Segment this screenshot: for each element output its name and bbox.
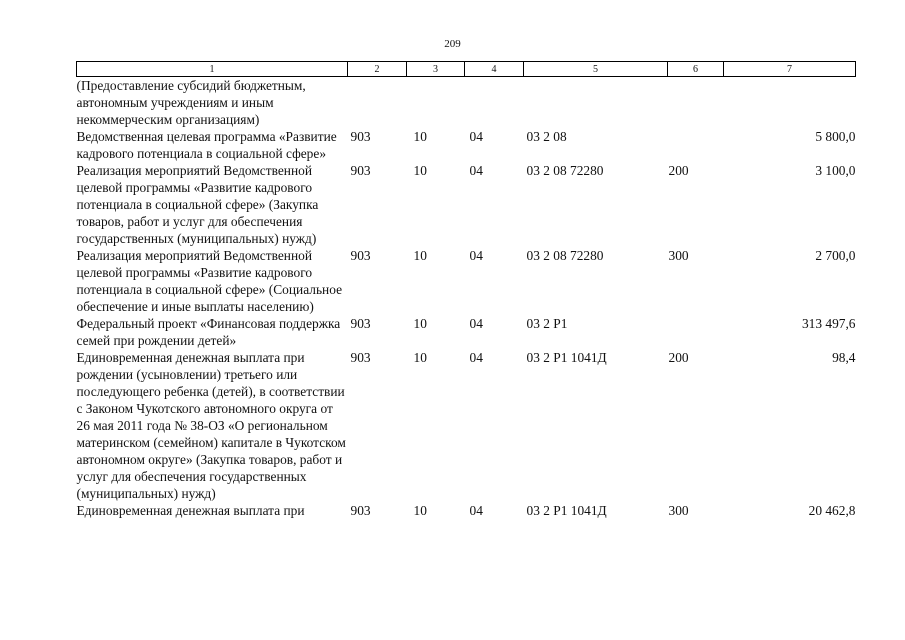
row-subsection-code: 04 xyxy=(469,316,483,331)
row-ministry-code: 903 xyxy=(350,163,371,178)
table-row xyxy=(77,349,856,502)
header-cell-1: 1 xyxy=(77,62,348,77)
row-name: Федеральный проект «Финансовая поддержка семей при рождении детей» xyxy=(76,316,341,348)
header-row xyxy=(77,62,856,77)
row-subsection-code xyxy=(465,77,524,129)
table-row xyxy=(77,128,856,162)
row-expense-type xyxy=(668,77,724,129)
row-amount: 3 100,0 xyxy=(815,163,856,178)
row-name: Ведомственная целевая программа «Развитие кадрового потенциала в социальной сфере» xyxy=(76,129,337,161)
row-name: Единовременная денежная выплата при рождении (усыновлении) третьего или последующего ребенка (детей), в соответствии с Законом Чукотского автономного округа от 26 мая 2011 года № 38-ОЗ «О региональном материнском (семейном) капитале в Чукотском автономном округе» (Закупка товаров, работ и услуг для обеспечения государственных (муниципальных) нужд) xyxy=(76,350,346,501)
row-subsection-code: 04 xyxy=(469,163,483,178)
row-expense-type: 300 xyxy=(668,503,689,518)
row-subsection-code: 04 xyxy=(469,503,483,518)
row-section-code: 10 xyxy=(413,163,427,178)
row-ministry-code: 903 xyxy=(350,503,371,518)
table-row xyxy=(77,502,856,519)
row-amount: 313 497,6 xyxy=(801,316,856,331)
row-target-article: 03 2 08 xyxy=(526,129,567,144)
row-name: (Предоставление субсидий бюджетным, автономным учреждениям и иным некоммерческим организациям) xyxy=(76,78,306,127)
row-target-article: 03 2 08 72280 xyxy=(526,163,604,178)
row-amount xyxy=(724,77,856,129)
table-row xyxy=(77,162,856,247)
row-section-code: 10 xyxy=(413,316,427,331)
row-target-article: 03 2 P1 1041Д xyxy=(526,503,607,518)
row-section-code xyxy=(407,77,465,129)
row-section-code: 10 xyxy=(413,129,427,144)
row-expense-type xyxy=(668,315,724,349)
row-target-article xyxy=(524,77,668,129)
budget-table xyxy=(76,61,856,519)
row-ministry-code: 903 xyxy=(350,248,371,263)
header-cell-6: 6 xyxy=(668,62,724,77)
table-header xyxy=(77,62,856,77)
page-number: 209 xyxy=(444,38,461,50)
row-subsection-code: 04 xyxy=(469,350,483,365)
row-ministry-code: 903 xyxy=(350,129,371,144)
row-target-article: 03 2 08 72280 xyxy=(526,248,604,263)
row-amount: 98,4 xyxy=(832,350,856,365)
row-target-article: 03 2 P1 1041Д xyxy=(526,350,607,365)
row-expense-type xyxy=(668,128,724,162)
row-amount: 20 462,8 xyxy=(808,503,856,518)
row-amount: 2 700,0 xyxy=(815,248,856,263)
row-ministry-code: 903 xyxy=(350,316,371,331)
row-section-code: 10 xyxy=(413,248,427,263)
header-cell-5: 5 xyxy=(524,62,668,77)
row-ministry-code xyxy=(348,77,407,129)
row-name: Реализация мероприятий Ведомственной целевой программы «Развитие кадрового потенциала в социальной сфере» (Социальное обеспечение и иные выплаты населению) xyxy=(76,248,343,314)
header-cell-7: 7 xyxy=(724,62,856,77)
row-name: Единовременная денежная выплата при xyxy=(76,503,305,518)
row-section-code: 10 xyxy=(413,350,427,365)
row-section-code: 10 xyxy=(413,503,427,518)
row-name: Реализация мероприятий Ведомственной целевой программы «Развитие кадрового потенциала в социальной сфере» (Закупка товаров, работ и услуг для обеспечения государственных (муниципальных) нужд) xyxy=(76,163,319,246)
row-expense-type: 200 xyxy=(668,163,689,178)
row-expense-type: 300 xyxy=(668,248,689,263)
header-cell-4: 4 xyxy=(465,62,524,77)
row-amount: 5 800,0 xyxy=(815,129,856,144)
table-body xyxy=(77,77,856,520)
row-target-article: 03 2 P1 xyxy=(526,316,568,331)
row-subsection-code: 04 xyxy=(469,129,483,144)
table-row xyxy=(77,315,856,349)
row-ministry-code: 903 xyxy=(350,350,371,365)
header-cell-2: 2 xyxy=(348,62,407,77)
row-subsection-code: 04 xyxy=(469,248,483,263)
row-expense-type: 200 xyxy=(668,350,689,365)
table-row xyxy=(77,247,856,315)
header-cell-3: 3 xyxy=(407,62,465,77)
table-row xyxy=(77,77,856,129)
